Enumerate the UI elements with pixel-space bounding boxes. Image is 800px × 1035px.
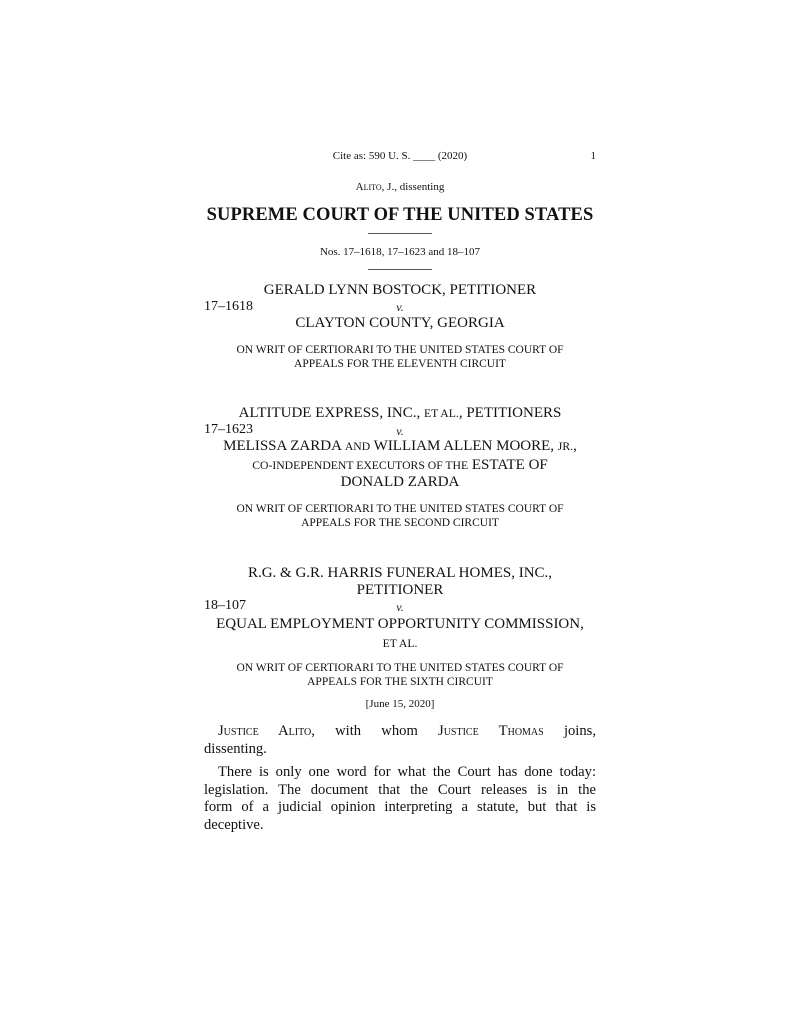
case3-respondent-line1: EQUAL EMPLOYMENT OPPORTUNITY COMMISSION, bbox=[216, 616, 584, 632]
opinion-paragraph-2 bbox=[204, 764, 596, 834]
case2-respondent-line3: DONALD ZARDA bbox=[340, 474, 460, 490]
writ-line: ON WRIT OF CERTIORARI TO THE UNITED STATES COURT OF bbox=[236, 344, 564, 356]
et-al: ET AL. bbox=[423, 407, 459, 420]
case1-writ bbox=[204, 343, 596, 371]
case1-docket: 17–1618 bbox=[204, 299, 253, 314]
divider bbox=[368, 269, 432, 270]
case3-writ bbox=[204, 661, 596, 689]
case3-docket: 18–107 bbox=[204, 598, 246, 613]
text-fragment: joins, bbox=[543, 723, 596, 739]
case2-respondent-line1 bbox=[204, 438, 596, 455]
writ-line: APPEALS FOR THE ELEVENTH CIRCUIT bbox=[294, 358, 506, 370]
text-line: form of a judicial opinion interpreting a statute, but that is bbox=[204, 799, 596, 815]
decision-date: [June 15, 2020] bbox=[365, 698, 435, 710]
text-line: legislation. The document that the Court releases is in the bbox=[204, 781, 596, 798]
text-line: deceptive. bbox=[204, 816, 264, 833]
text-line bbox=[204, 723, 596, 741]
case2-versus: v. bbox=[396, 424, 404, 438]
writ-line: APPEALS FOR THE SECOND CIRCUIT bbox=[301, 517, 499, 529]
justice-name: Justice Alito bbox=[218, 723, 312, 739]
justice-name: Justice Thomas bbox=[438, 723, 544, 739]
case2-petitioner bbox=[204, 405, 596, 422]
justice-name: Alito bbox=[355, 181, 382, 193]
petitioner-role: , PETITIONERS bbox=[458, 405, 562, 421]
writ-line: ON WRIT OF CERTIORARI TO THE UNITED STATES COURT OF bbox=[236, 662, 564, 674]
case3-petitioner-line1: R.G. & G.R. HARRIS FUNERAL HOMES, INC., bbox=[247, 565, 553, 581]
divider bbox=[368, 233, 432, 234]
case2-respondent-line2 bbox=[204, 457, 596, 474]
text-line bbox=[204, 764, 596, 782]
respondent-name: MELISSA ZARDA bbox=[223, 438, 342, 454]
case2-docket: 17–1623 bbox=[204, 422, 253, 437]
case3-petitioner-line2: PETITIONER bbox=[356, 582, 444, 598]
et-al: ET AL. bbox=[382, 637, 418, 650]
petitioner-name: ALTITUDE EXPRESS, INC., bbox=[238, 405, 421, 421]
case3-versus: v. bbox=[396, 600, 404, 614]
respondent-role: CO-INDEPENDENT EXECUTORS OF THE bbox=[252, 459, 469, 472]
opinion-paragraph-1 bbox=[204, 723, 596, 758]
court-title: SUPREME COURT OF THE UNITED STATES bbox=[206, 205, 594, 225]
dissent-label: , J., dissenting bbox=[381, 181, 445, 193]
text-fragment: There is only one word for what the Court has done today: bbox=[218, 764, 596, 780]
estate-label: ESTATE OF bbox=[471, 457, 548, 473]
respondent-name: WILLIAM ALLEN MOORE, bbox=[373, 438, 555, 454]
writ-line: APPEALS FOR THE SIXTH CIRCUIT bbox=[307, 676, 493, 688]
dissent-running-header bbox=[204, 181, 596, 193]
case3-respondent-line2 bbox=[204, 635, 596, 652]
citation-header: Cite as: 590 U. S. ____ (2020) bbox=[332, 150, 468, 162]
writ-line: ON WRIT OF CERTIORARI TO THE UNITED STATES COURT OF bbox=[236, 503, 564, 515]
conjunction: AND bbox=[344, 440, 371, 453]
case1-versus: v. bbox=[396, 300, 404, 314]
case1-respondent: CLAYTON COUNTY, GEORGIA bbox=[295, 315, 505, 331]
suffix: JR. bbox=[557, 440, 574, 453]
punctuation: , bbox=[573, 438, 577, 454]
text-line: dissenting. bbox=[204, 740, 267, 757]
case1-petitioner: GERALD LYNN BOSTOCK, PETITIONER bbox=[263, 282, 537, 298]
docket-numbers: Nos. 17–1618, 17–1623 and 18–107 bbox=[319, 246, 481, 258]
text-fragment: , with whom bbox=[311, 723, 439, 739]
case2-writ bbox=[204, 502, 596, 530]
page-number: 1 bbox=[590, 150, 596, 162]
